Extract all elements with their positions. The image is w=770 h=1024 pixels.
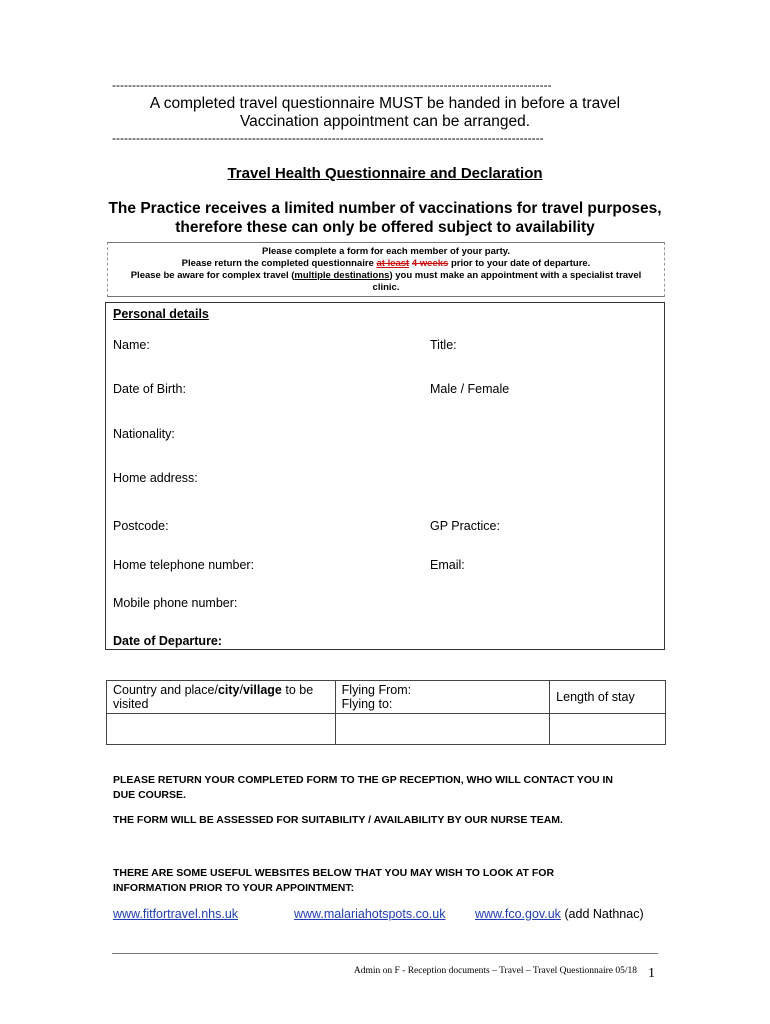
four-weeks-text: 4 weeks [411, 258, 449, 269]
departure-date-field[interactable]: Date of Departure: [113, 634, 223, 648]
destination-entry-cell[interactable] [107, 714, 336, 745]
notice-line-2: Vaccination appointment can be arranged. [239, 113, 531, 130]
footer-document-path: Admin on F - Reception documents – Travel – Travel Questionnaire 05/18 [353, 966, 637, 976]
name-field[interactable]: Name: [113, 338, 150, 352]
fco-link[interactable]: www.fco.gov.uk [475, 907, 561, 921]
page-number: 1 [648, 966, 655, 981]
malariahotspots-link[interactable]: www.malariahotspots.co.uk [294, 907, 446, 921]
availability-line-2: therefore these can only be offered subject to availability [175, 219, 595, 236]
form-title: Travel Health Questionnaire and Declaration [227, 165, 543, 182]
assessment-note: THE FORM WILL BE ASSESSED FOR SUITABILITY / AVAILABILITY BY OUR NURSE TEAM. [113, 814, 563, 826]
dob-field[interactable]: Date of Birth: [113, 382, 186, 396]
title-field[interactable]: Title: [430, 338, 457, 352]
destination-table [106, 680, 666, 745]
postcode-field[interactable]: Postcode: [113, 519, 169, 533]
nationality-field[interactable]: Nationality: [113, 427, 175, 441]
fco-link-group: www.fco.gov.uk (add Nathnac) [475, 907, 644, 921]
personal-details-heading: Personal details [113, 307, 209, 321]
instruction-line-4: clinic. [372, 282, 400, 293]
footer-rule [112, 953, 658, 954]
websites-note: THERE ARE SOME USEFUL WEBSITES BELOW THAT YOU MAY WISH TO LOOK AT FOR INFORMATION PRIOR TO YOUR APPOINTMENT: [113, 867, 555, 894]
gp-practice-field[interactable]: GP Practice: [430, 519, 500, 533]
multiple-destinations-text: multiple destinations [294, 270, 390, 281]
bottom-dashed-rule: ------------------------------------------------------------------------------------------------------------ [112, 131, 544, 145]
availability-line-1: The Practice receives a limited number of vaccinations for travel purposes, [108, 200, 662, 217]
availability-notice [0, 199, 770, 237]
mobile-phone-field[interactable]: Mobile phone number: [113, 596, 238, 610]
fitfortravel-link[interactable]: www.fitfortravel.nhs.uk [113, 907, 239, 921]
return-form-note: PLEASE RETURN YOUR COMPLETED FORM TO THE GP RECEPTION, WHO WILL CONTACT YOU IN DUE COURSE. [113, 774, 613, 801]
instruction-line-2: Please return the completed questionnaire at least 4 weeks prior to your date of departure. [181, 258, 591, 269]
destination-entry-row [107, 714, 666, 745]
flights-entry-cell[interactable] [335, 714, 550, 745]
top-dashed-rule: -------------------------------------------------------------------------------------------------------------- [112, 78, 552, 92]
destination-table-header [107, 681, 666, 714]
length-of-stay-column-header: Length of stay [550, 681, 666, 714]
home-telephone-field[interactable]: Home telephone number: [113, 558, 255, 572]
notice-line-1: A completed travel questionnaire MUST be handed in before a travel [149, 95, 621, 112]
sex-field[interactable]: Male / Female [430, 382, 510, 396]
at-least-text: at least [376, 258, 410, 269]
home-address-field[interactable]: Home address: [113, 471, 198, 485]
length-of-stay-entry-cell[interactable] [550, 714, 666, 745]
instruction-line-1: Please complete a form for each member of your party. [262, 246, 510, 257]
instruction-line-3: Please be aware for complex travel (multiple destinations) you must make an appointment with a specialist travel [130, 270, 642, 281]
flights-column-header: Flying From: Flying to: [335, 681, 550, 714]
email-field[interactable]: Email: [430, 558, 465, 572]
destination-column-header: Country and place/city/village to be visited [107, 681, 336, 714]
